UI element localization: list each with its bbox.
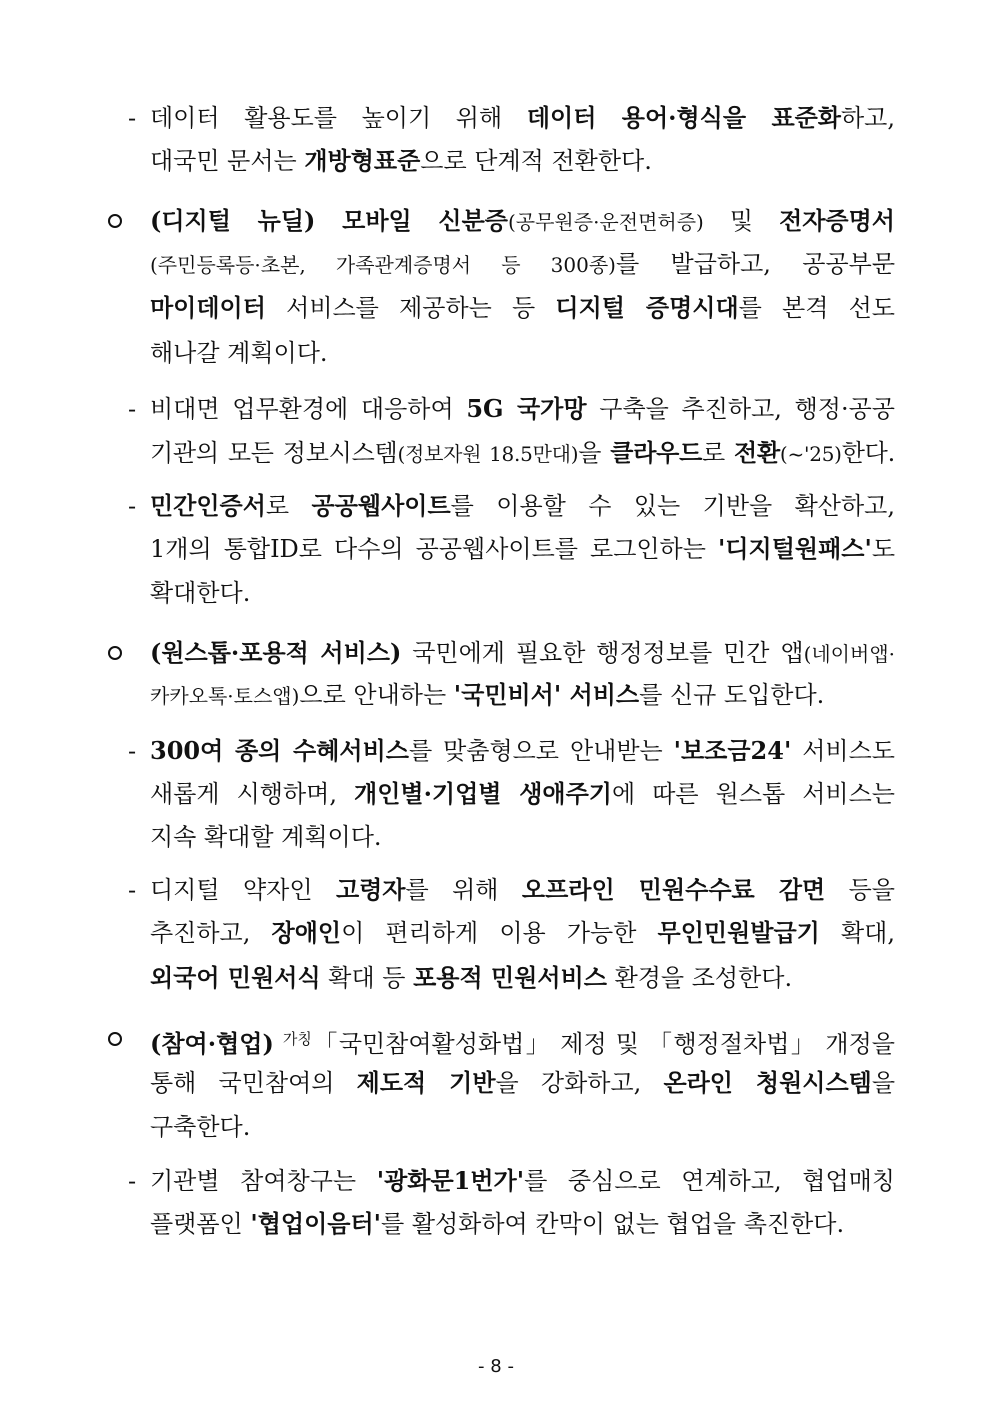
dash-marker: - bbox=[128, 737, 137, 765]
text-line: (원스톱·포용적 서비스) 국민에게 필요한 행정정보를 민간 앱(네이버앱· bbox=[150, 638, 896, 667]
text-line: 구축한다. bbox=[150, 1113, 251, 1141]
page-number: - 8 - bbox=[478, 1356, 514, 1377]
text-line: 추진하고, 장애인이 편리하게 이용 가능한 무인민원발급기 확대, bbox=[150, 918, 895, 947]
text-line: (디지털 뉴딜) 모바일 신분증(공무원증·운전면허증) 및 전자증명서 bbox=[150, 206, 895, 235]
text-line: 마이데이터 서비스를 제공하는 등 디지털 증명시대를 본격 선도 bbox=[150, 293, 895, 322]
text-line: 새롭게 시행하며, 개인별·기업별 생애주기에 따른 원스톱 서비스는 bbox=[150, 779, 895, 808]
text-line: 데이터 활용도를 높이기 위해 데이터 용어·형식을 표준화하고, bbox=[150, 103, 895, 132]
text-line: 카카오톡·토스앱)으로 안내하는 '국민비서' 서비스를 신규 도입한다. bbox=[150, 680, 825, 709]
dash-marker: - bbox=[128, 876, 137, 904]
text-line: 지속 확대할 계획이다. bbox=[150, 823, 382, 851]
text-line: 해나갈 계획이다. bbox=[150, 339, 328, 367]
text-line: 비대면 업무환경에 대응하여 5G 국가망 구축을 추진하고, 행정·공공 bbox=[150, 394, 895, 423]
dash-marker: - bbox=[128, 1167, 137, 1195]
dash-marker: - bbox=[128, 104, 137, 132]
text-line: 외국어 민원서식 확대 등 포용적 민원서비스 환경을 조성한다. bbox=[150, 963, 793, 992]
circle-bullet-icon bbox=[108, 1023, 122, 1055]
dash-marker: - bbox=[128, 492, 137, 520]
text-line: 디지털 약자인 고령자를 위해 오프라인 민원수수료 감면 등을 bbox=[150, 875, 895, 904]
circle-bullet-icon bbox=[108, 205, 122, 237]
text-line: (주민등록등·초본, 가족관계증명서 등 300종)를 발급하고, 공공부문 bbox=[150, 250, 896, 278]
text-line: 기관의 모든 정보시스템(정보자원 18.5만대)을 클라우드로 전환(~'25)한다. bbox=[150, 438, 895, 467]
text-line: 대국민 문서는 개방형표준으로 단계적 전환한다. bbox=[150, 146, 652, 175]
circle-bullet-icon bbox=[108, 637, 122, 669]
text-line: 기관별 참여창구는 '광화문1번가'를 중심으로 연계하고, 협업매칭 bbox=[150, 1166, 895, 1195]
dash-marker: - bbox=[128, 395, 137, 423]
text-line: 확대한다. bbox=[150, 579, 251, 607]
text-line: (참여·협업) $^{가칭}$「국민참여활성화법」 제정 및 「행정절차법」 개정을 bbox=[150, 1029, 895, 1058]
text-line: 플랫폼인 '협업이음터'를 활성화하여 칸막이 없는 협업을 촉진한다. bbox=[150, 1209, 845, 1238]
text-line: 300여 종의 수혜서비스를 맞춤형으로 안내받는 '보조금24' 서비스도 bbox=[150, 736, 895, 765]
text-line: 민간인증서로 공공웹사이트를 이용할 수 있는 기반을 확산하고, bbox=[150, 491, 895, 520]
text-line: 1개의 통합ID로 다수의 공공웹사이트를 로그인하는 '디지털원패스'도 bbox=[150, 534, 895, 563]
text-line: 통해 국민참여의 제도적 기반을 강화하고, 온라인 청원시스템을 bbox=[150, 1068, 896, 1097]
